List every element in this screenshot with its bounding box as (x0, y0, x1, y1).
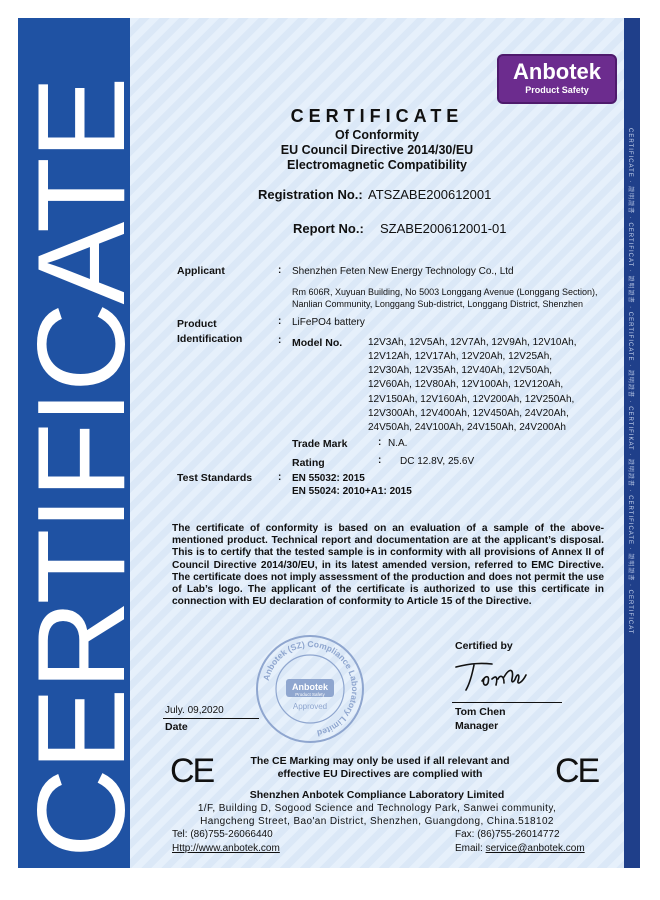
colon: : (278, 335, 282, 346)
certified-by-label: Certified by (455, 640, 513, 652)
product-label: Product (177, 318, 217, 330)
signature-image (452, 657, 532, 693)
date-value: July. 09,2020 (165, 705, 224, 716)
subtitle-conformity: Of Conformity (334, 128, 420, 142)
model-line: 12V150Ah, 12V160Ah, 12V200Ah, 12V250Ah, (368, 394, 575, 405)
ce-note-1: The CE Marking may only be used if all relevant and (250, 755, 510, 767)
model-line: 12V3Ah, 12V5Ah, 12V7Ah, 12V9Ah, 12V10Ah, (368, 337, 577, 348)
seal-center-text: Anbotek (292, 682, 328, 692)
trade-mark-label: Trade Mark (292, 438, 348, 450)
applicant-address-1: Rm 606R, Xuyuan Building, No 5003 Longgang Avenue (Longgang Section), (292, 287, 598, 297)
rating-label: Rating (292, 457, 325, 469)
footer-tel: Tel: (86)755-26066440 (172, 829, 273, 840)
security-strip-text: CERTIFICATE · 證明證書 · CERTIFICAT · 證明證書 · CERTIFICATE · 證明證書 · CERTIFIKAT · 證明證書 · CERTIFICATE · 證明證書 · CERTIFICAT (627, 128, 633, 635)
trade-mark-value: N.A. (388, 438, 408, 449)
report-label: Report No.: (293, 221, 364, 236)
seal-center-sub: Product Safety (295, 692, 325, 697)
subtitle-directive: EU Council Directive 2014/30/EU (280, 143, 474, 157)
seal-approved-text: Approved (292, 702, 328, 711)
footer-address-2: Hangcheng Street, Bao'an District, Shenzhen, Guangdong, China.518102 (200, 816, 554, 827)
seal-ring-text: Anbotek (SZ) Compliance Laboratory Limited (260, 638, 361, 739)
registration-label: Registration No.: (258, 187, 363, 202)
colon: : (278, 265, 282, 276)
product-value: LiFePO4 battery (292, 317, 365, 328)
certificate-title: CERTIFICATE (290, 106, 464, 126)
signature-line (452, 702, 562, 703)
footer-company: Shenzhen Anbotek Compliance Laboratory Limited (249, 789, 505, 801)
model-line: 24V50Ah, 24V100Ah, 24V150Ah, 24V200Ah (368, 422, 566, 433)
model-label: Model No. (292, 337, 343, 349)
approval-seal (254, 633, 366, 745)
test-standard: EN 55032: 2015 (292, 473, 365, 484)
applicant-label: Applicant (177, 265, 225, 277)
footer-website-link[interactable]: Http://www.anbotek.com (172, 843, 280, 854)
colon: : (378, 455, 382, 466)
anbotek-logo (497, 54, 617, 104)
side-security-strip (624, 18, 640, 868)
signer-title: Manager (455, 720, 499, 732)
applicant-name: Shenzhen Feten New Energy Technology Co., Ltd (292, 266, 514, 277)
model-line: 12V30Ah, 12V35Ah, 12V40Ah, 12V50Ah, (368, 365, 553, 376)
ce-mark-right: CE (555, 752, 599, 790)
identification-label: Identification (177, 333, 243, 345)
ce-mark-left: CE (170, 752, 214, 790)
footer-email (455, 843, 585, 854)
colon: : (278, 316, 282, 327)
conformity-statement: The certificate of conformity is based on an evaluation of a sample of the above-mentioned product. Technical report and documentation are at the applicant’s disposal. This is to certify that the tested sample is in conformity with all provisions of Annex II of Council Directive 2014/30/EU, in its latest amended version, referred to EMC Directive. The certificate does not imply assessment of the production and does not permit the use of Lab’s logo. The applicant of the certificate is authorized to use this certificate in connection with EU declaration of conformity to Article 15 of the Directive. (172, 523, 604, 608)
footer-address-1: 1/F, Building D, Sogood Science and Technology Park, Sanwei community, (197, 803, 557, 814)
subtitle-emc: Electromagnetic Compatibility (287, 158, 467, 172)
email-label: Email: (455, 843, 486, 854)
rating-value: DC 12.8V, 25.6V (400, 456, 475, 467)
date-label: Date (165, 721, 188, 733)
logo-tagline: Product Safety (525, 85, 589, 95)
side-banner-word: CERTIFICATE (13, 78, 151, 858)
model-line: 12V12Ah, 12V17Ah, 12V20Ah, 12V25Ah, (368, 351, 553, 362)
footer-fax: Fax: (86)755-26014772 (455, 829, 560, 840)
model-line: 12V300Ah, 12V400Ah, 12V450Ah, 24V20Ah, (368, 408, 569, 419)
report-number: SZABE200612001-01 (380, 221, 507, 236)
ce-note-2: effective EU Directives are complied with (277, 768, 483, 780)
test-standard: EN 55024: 2010+A1: 2015 (292, 486, 412, 497)
test-standards-label: Test Standards (177, 472, 253, 484)
applicant-address-2: Nanlian Community, Longgang Sub-district, Longgang District, Shenzhen (292, 299, 583, 309)
date-line (163, 718, 259, 719)
colon: : (278, 472, 282, 483)
signer-name: Tom Chen (455, 706, 506, 718)
registration-number: ATSZABE200612001 (368, 187, 492, 202)
colon: : (378, 437, 382, 448)
logo-name: Anbotek (513, 59, 601, 84)
model-line: 12V60Ah, 12V80Ah, 12V100Ah, 12V120Ah, (368, 379, 564, 390)
footer-email-link[interactable]: service@anbotek.com (485, 843, 585, 854)
